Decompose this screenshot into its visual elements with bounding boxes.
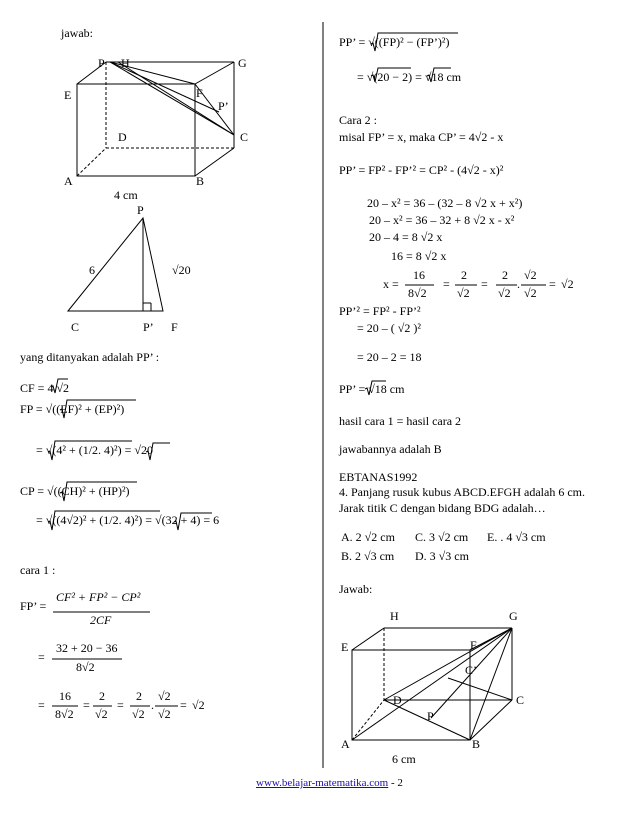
step3-d3: √2 [132,707,145,721]
cube1-label-E: E [64,88,72,102]
cube1-label-P: P [98,56,105,70]
cube1-label-A: A [64,174,73,188]
tri-label-F: F [171,320,178,334]
tri-label-P: P [137,203,144,217]
cube2-label-C: C [516,693,525,707]
cube1-label-D: D [118,130,127,144]
cube2-label-P: P [427,709,434,723]
pp4: = 20 – ( √2 )² [357,321,421,335]
hasil-text: hasil cara 1 = hasil cara 2 [339,414,462,428]
step3-d1: 8√2 [55,707,74,721]
tri-label-Pp: P’ [143,320,154,334]
jawab-label: jawab: [61,26,93,40]
option-B: B. 2 √3 cm [341,549,395,563]
cube-diagram-1 [77,62,234,176]
cube2-label-Cp: C’ [465,663,477,677]
step3-n3: 2 [136,689,142,703]
eq6-d4: √2 [524,286,537,300]
cp-formula: CP = √((CH)² + (HP)²) [20,484,130,498]
step3-eq2: = [83,698,90,712]
cube2-label-A: A [341,737,350,751]
pp5: = 20 – 2 = 18 [357,350,422,364]
eq6-n1: 16 [413,268,425,282]
cube2-label-F: F [470,638,477,652]
ebtanas-heading: EBTANAS1992 [339,470,418,484]
question-line2: Jarak titik C dengan bidang BDG adalah… [339,501,546,515]
eq6-d3: √2 [498,286,511,300]
eq6-n3: 2 [502,268,508,282]
misal-text: misal FP’ = x, maka CP’ = 4√2 - x [339,130,504,144]
cube-diagram-2 [352,628,512,740]
triangle-diagram [68,218,163,311]
tri-label-root20: √20 [172,263,191,277]
cube1-label-F: F [196,86,203,100]
cf-formula: CF = 4 √2 [20,381,70,395]
fp-formula: FP = √((EF)² + (EP)²) [20,402,125,416]
eq3: 20 – x² = 36 – 32 + 8 √2 x - x² [369,213,515,227]
eq5: 16 = 8 √2 x [391,249,447,263]
fpp-label: FP’ = [20,599,47,613]
cube2-label-E: E [341,640,349,654]
cube2-label-D: D [393,693,402,707]
step3-n1: 16 [59,689,71,703]
eq1: PP’ = FP² - FP’² = CP² - (4√2 - x)² [339,163,504,177]
eq6-dot: . [517,277,520,291]
step3-d2: √2 [95,707,108,721]
question-line1: 4. Panjang rusuk kubus ABCD.EFGH adalah 6 cm. [339,485,585,499]
step2-equals: = [38,650,45,664]
cp-step2: = √((4√2)² + (1/2. 4)²) = √(32 + 4) = 6 [36,513,220,527]
eq6-result: √2 [561,277,574,291]
pp-formula: PP’ = √((FP)² − (FP’)²) [339,35,450,49]
eq2: 20 – x² = 36 – (32 – 8 √2 x + x²) [367,196,523,210]
cube1-label-G: G [238,56,247,70]
asked-text: yang ditanyakan adalah PP’ : [20,350,160,364]
option-D: D. 3 √3 cm [415,549,469,563]
step3-eq1: = [38,698,45,712]
eq4: 20 – 4 = 8 √2 x [369,230,443,244]
cube1-side-label: 4 cm [114,188,138,202]
fpp-denominator: 2CF [90,613,112,627]
cube1-label-B: B [196,174,205,188]
pp6: PP’ = √18 cm [339,382,405,396]
option-E: E. . 4 √3 cm [487,530,546,544]
eq6-n4: √2 [524,268,537,282]
jawab2-label: Jawab: [339,582,373,596]
pp-step2: = √(20 − 2) = √18 cm [357,70,462,84]
cube1-label-C: C [240,130,249,144]
cube2-label-G: G [509,609,518,623]
cube2-label-H: H [390,609,399,623]
cara2-label: Cara 2 : [339,113,377,127]
option-C: C. 3 √2 cm [415,530,469,544]
eq6-d2: √2 [457,286,470,300]
jawaban-text: jawabannya adalah B [339,442,442,456]
step2-denominator: 8√2 [76,660,95,674]
eq6-x: x = [383,277,399,291]
eq6-n2: 2 [461,268,467,282]
cube2-side-label: 6 cm [392,752,416,766]
cara1-label: cara 1 : [20,563,56,577]
website-link[interactable]: www.belajar-matematika.com [256,777,389,789]
tri-label-6: 6 [89,263,95,277]
step3-eq3: = [117,698,124,712]
cube1-label-H: H [121,56,130,70]
option-A: A. 2 √2 cm [341,530,395,544]
step3-result: √2 [192,698,205,712]
step3-n4: √2 [158,689,171,703]
pp3: PP’² = FP² - FP’² [339,304,421,318]
step2-numerator: 32 + 20 − 36 [56,641,118,655]
cube1-label-Pp: P’ [218,99,229,113]
eq6-eq2: = [481,277,488,291]
eq6-d1: 8√2 [408,286,427,300]
cube2-label-B: B [472,737,481,751]
fp-step2: = √(4² + (1/2. 4)²) = √20 [36,443,153,457]
left-formula-lines [48,379,212,706]
step3-d4: √2 [158,707,171,721]
step3-dot: . [151,698,154,712]
eq6-eq1: = [443,277,450,291]
step3-n2: 2 [99,689,105,703]
page-number: - 2 [390,777,403,789]
eq6-eq3: = [549,277,556,291]
footer [256,777,403,789]
step3-result-eq: = [180,698,187,712]
fpp-numerator: CF² + FP² − CP² [56,590,141,604]
tri-label-C: C [71,320,80,334]
